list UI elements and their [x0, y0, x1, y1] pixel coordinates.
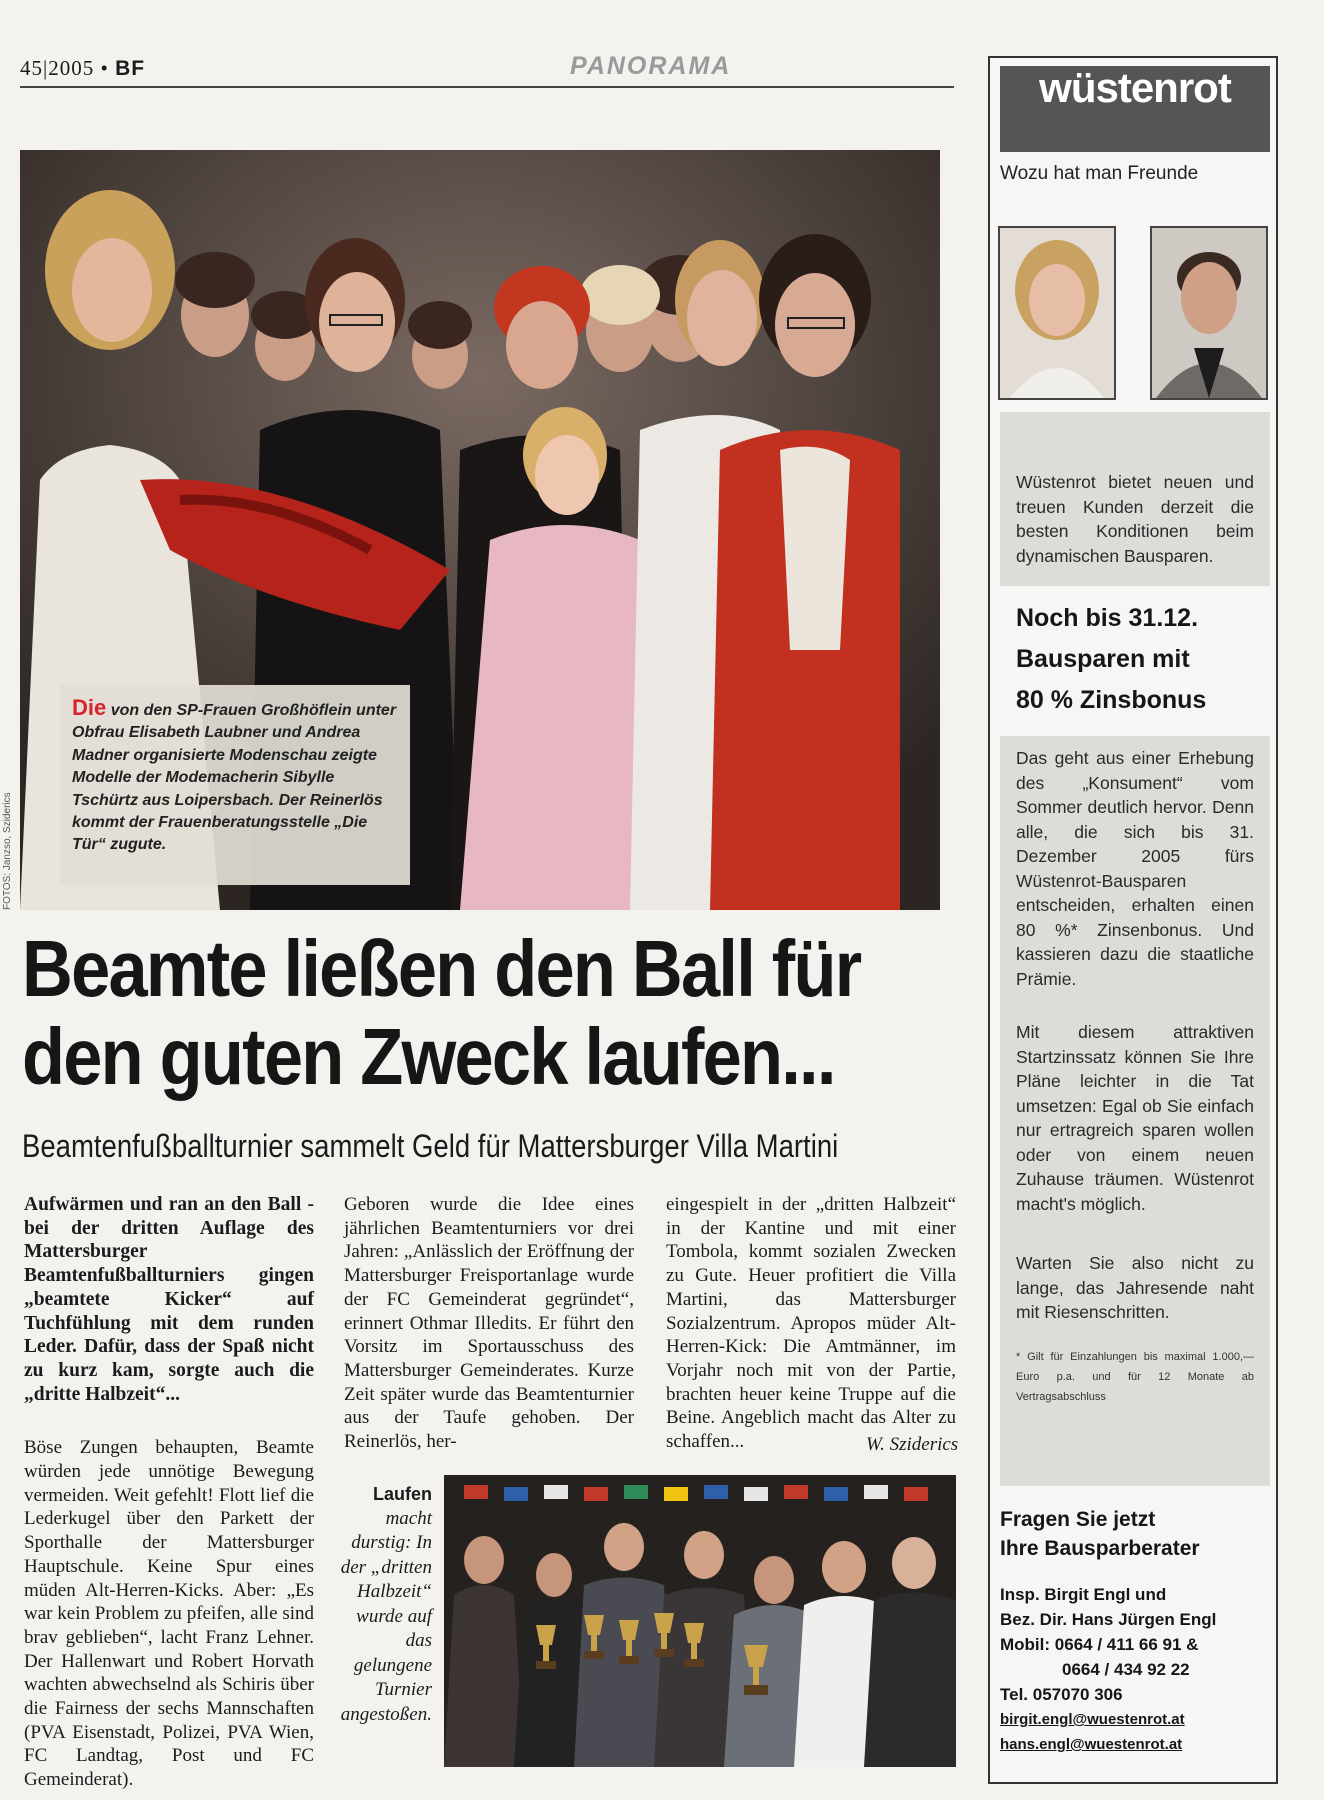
advisor-man-illustration — [1152, 228, 1266, 398]
issue-number: 45|2005 • — [20, 56, 109, 80]
caption-lead: Die — [72, 695, 107, 720]
photo-credit: FOTOS: Janzso, Sziderics — [2, 792, 13, 910]
photo2-caption-lead: Laufen — [372, 1484, 432, 1504]
header-rule — [20, 86, 954, 88]
contact-name-1: Insp. Birgit Engl und — [1000, 1585, 1167, 1604]
brand-logo: wüstenrot — [1039, 64, 1231, 111]
email-link-hans[interactable]: hans.engl@wuestenrot.at — [1000, 1736, 1183, 1753]
cta-line-1: Fragen Sie jetzt — [1000, 1508, 1156, 1531]
promo-line-1: Noch bis 31.12. — [1016, 604, 1199, 632]
promo-line-2: Bausparen mit — [1016, 645, 1190, 673]
mobil-number-1: 0664 / 411 66 91 & — [1054, 1635, 1199, 1654]
photo2-caption-text: macht durstig: In der „dritten Halbzeit“ wurde auf das gelungene Turnier angestoßen. — [340, 1507, 432, 1725]
subheadline: Beamtenfußballturnier sammelt Geld für Mattersburger Villa Martini — [22, 1128, 839, 1164]
phone-number: Tel. 057070 306 — [1000, 1685, 1123, 1704]
ad-footnote: * Gilt für Einzahlungen bis maximal 1.000,— Euro p.a. und für 12 Monate ab Vertragsabschluss — [1016, 1351, 1254, 1403]
mobil-number-2: 0664 / 434 92 22 — [1062, 1660, 1190, 1679]
article-column-1 — [24, 1193, 314, 1792]
ad-promo — [1016, 598, 1256, 721]
ad-paragraph-1: Wüstenrot bietet neuen und treuen Kunden derzeit die besten Konditionen beim dynamischen Bausparen. — [1016, 472, 1254, 566]
article-intro: Aufwärmen und ran an den Ball - bei der dritten Auflage des Mattersburger Beamtenfußballturniers gingen „beamtete Kicker“ auf Tuchfühlung mit dem runden Leder. Dafür, dass der Spaß nicht zu kurz kam, sorgte auch die „dritte Halbzeit“... — [24, 1194, 314, 1405]
ad-paragraph-4: Warten Sie also nicht zu lange, das Jahresende naht mit Riesenschritten. — [1016, 1253, 1254, 1322]
advisor-woman-illustration — [1000, 228, 1114, 398]
trophy-illustration — [444, 1475, 956, 1767]
trophy-photo — [444, 1475, 956, 1767]
paper-name: BF — [115, 57, 146, 80]
caption-text: von den SP-Frauen Großhöflein unter Obfrau Elisabeth Laubner und Andrea Madner organisierte Modenschau zeigte Modelle der Modemacherin Sibylle Tschürtz aus Loipersbach. Der Reinerlös kommt der Frauenberatungsstelle „Die Tür“ zugute. — [72, 702, 397, 854]
article-column-2: Geboren wurde die Idee eines jährlichen Beamtenturniers vor drei Jahren: „Anlässlich der Eröffnung der Mattersburger Freisportanlage wurde der FC Gemeinderat gegründet“, erinnert Othmar Illedits. Er führt den Vorsitz im Sportausschuss des Mattersburger Gemeinderates. Kurze Zeit später wurde das Beamtenturnier aus der Taufe gehoben. Der Reinerlös, her- — [344, 1194, 634, 1453]
advisor-photo-man — [1150, 226, 1268, 400]
cta-line-2: Ihre Bausparberater — [1000, 1537, 1200, 1560]
promo-line-3: 80 % Zinsbonus — [1016, 686, 1207, 714]
ad-paragraph-3: Mit diesem attraktiven Startzinssatz können Sie Ihre Pläne leichter in die Tat umsetzen: Egal ob Sie einfach nur ertragreich sparen wollen oder von einem neuen Zuhause träumen. Wüstenrot macht's möglich. — [1016, 1022, 1254, 1214]
mobil-label: Mobil: — [1000, 1635, 1051, 1654]
photo1-caption — [60, 685, 410, 885]
author-byline: W. Sziderics — [866, 1434, 959, 1455]
ad-paragraph-2: Das geht aus einer Erhebung des „Konsument“ vom Sommer deutlich hervor. Denn alle, die sich bis 31. Dezember 2005 fürs Wüstenrot-Bausparen entscheiden, erhalten einen 80 %* Zinsenbonus. Und kassieren dazu die staatliche Prämie. — [1016, 748, 1254, 989]
ad-slogan: Wozu hat man Freunde — [1000, 163, 1199, 184]
headline-line-2: den guten Zweck laufen... — [22, 1012, 835, 1101]
section-title: PANORAMA — [570, 52, 732, 80]
ad-call-to-action — [1000, 1505, 1200, 1563]
contact-name-2: Bez. Dir. Hans Jürgen Engl — [1000, 1610, 1217, 1629]
advisor-photo-woman — [998, 226, 1116, 400]
ad-contact — [1000, 1582, 1216, 1757]
headline — [22, 924, 861, 1101]
photo2-caption — [330, 1482, 432, 1727]
article-column-3: eingespielt in der „dritten Halbzeit“ in der Kantine und mit einer Tombola, kommt sozialen Zwecken zu Gute. Heuer profitiert die Villa Martini, das Mattersburger Sozialzentrum. Apropos müder Alt-Herren-Kick: Die Amtmänner, im Vorjahr noch mit von der Partie, brachten heuer keine Truppe auf die Beine. Angeblich macht das Alter zu schaffen... — [666, 1194, 956, 1453]
email-link-birgit[interactable]: birgit.engl@wuestenrot.at — [1000, 1711, 1185, 1728]
issue-line — [20, 56, 145, 81]
article-body-1: Böse Zungen behaupten, Beamte würden jede unnötige Bewegung vermeiden. Weit gefehlt! Flott lief die Lederkugel über den Parkett der Sporthalle der Mattersburger Hauptschule. Keine Spur eines müden Alt-Herren-Kicks. Aber: „Es war kein Problem zu pfeifen, alle sind brav geblieben“, lacht Franz Lehner. Der Hallenwart und Robert Horvath wachten abwechselnd als Schiris über die Fairness der sechs Mannschaften (PVA Eisenstadt, Polizei, PVA Wien, FC Landtag, Post und FC Gemeinderat). — [24, 1437, 314, 1791]
headline-line-1: Beamte ließen den Ball für — [22, 924, 861, 1013]
